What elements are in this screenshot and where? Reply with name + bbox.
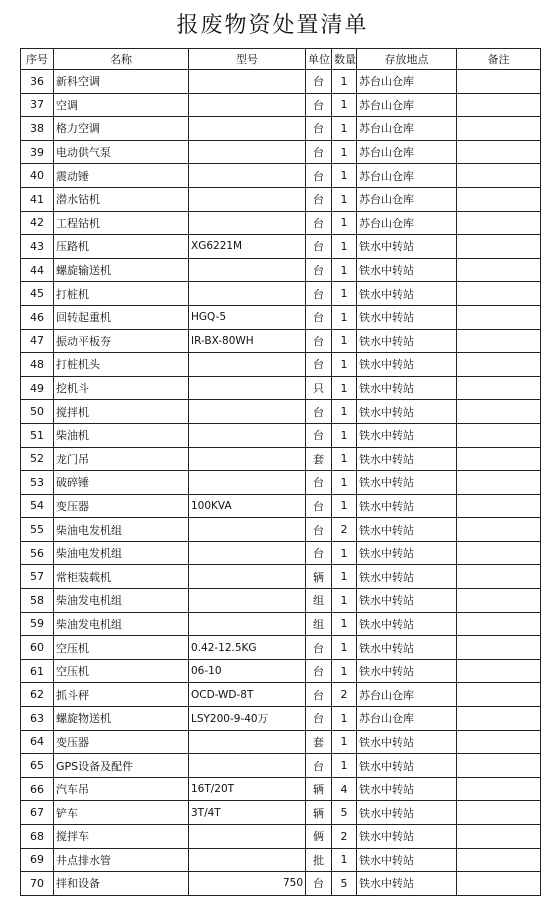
cell-unit: 辆 (306, 565, 332, 589)
cell-note (457, 825, 541, 849)
cell-note (457, 400, 541, 424)
cell-location: 苏台山仓库 (357, 707, 457, 731)
cell-no: 37 (21, 93, 54, 117)
cell-name: 铲车 (54, 801, 189, 825)
cell-note (457, 423, 541, 447)
header-location: 存放地点 (357, 49, 457, 70)
cell-location: 铁水中转站 (357, 777, 457, 801)
cell-note (457, 494, 541, 518)
table-row (21, 659, 541, 683)
cell-qty: 1 (332, 471, 357, 495)
cell-location: 铁水中转站 (357, 353, 457, 377)
cell-name: 回转起重机 (54, 305, 189, 329)
cell-unit: 俩 (306, 825, 332, 849)
cell-model (189, 70, 306, 94)
table-row (21, 187, 541, 211)
header-unit: 单位 (306, 49, 332, 70)
cell-qty: 1 (332, 730, 357, 754)
cell-name: 抓斗秤 (54, 683, 189, 707)
cell-note (457, 187, 541, 211)
cell-model (189, 400, 306, 424)
cell-unit: 台 (306, 494, 332, 518)
cell-no: 38 (21, 117, 54, 141)
cell-location: 铁水中转站 (357, 329, 457, 353)
cell-model: 100KVA (189, 494, 306, 518)
cell-qty: 1 (332, 447, 357, 471)
cell-name: 柴油电发机组 (54, 518, 189, 542)
cell-location: 苏台山仓库 (357, 187, 457, 211)
cell-name: 震动锤 (54, 164, 189, 188)
cell-name: 空调 (54, 93, 189, 117)
cell-model (189, 140, 306, 164)
cell-note (457, 235, 541, 259)
cell-name: 变压器 (54, 494, 189, 518)
cell-unit: 台 (306, 211, 332, 235)
cell-location: 铁水中转站 (357, 494, 457, 518)
cell-location: 苏台山仓库 (357, 683, 457, 707)
cell-no: 62 (21, 683, 54, 707)
cell-no: 41 (21, 187, 54, 211)
table-row (21, 612, 541, 636)
cell-note (457, 471, 541, 495)
cell-location: 铁水中转站 (357, 754, 457, 778)
cell-unit: 台 (306, 518, 332, 542)
table-row (21, 164, 541, 188)
cell-location: 铁水中转站 (357, 518, 457, 542)
cell-location: 铁水中转站 (357, 235, 457, 259)
cell-location: 铁水中转站 (357, 305, 457, 329)
cell-no: 44 (21, 258, 54, 282)
cell-note (457, 258, 541, 282)
cell-no: 58 (21, 589, 54, 613)
header-note: 备注 (457, 49, 541, 70)
cell-name: 螺旋输送机 (54, 258, 189, 282)
cell-location: 苏台山仓库 (357, 117, 457, 141)
table-row (21, 754, 541, 778)
cell-model (189, 754, 306, 778)
table-row (21, 211, 541, 235)
cell-model (189, 423, 306, 447)
cell-name: 井点排水管 (54, 848, 189, 872)
cell-model: 0.42-12.5KG (189, 636, 306, 660)
cell-unit: 辆 (306, 801, 332, 825)
cell-qty: 1 (332, 589, 357, 613)
cell-name: 电动供气泵 (54, 140, 189, 164)
cell-qty: 1 (332, 211, 357, 235)
cell-name: 螺旋物送机 (54, 707, 189, 731)
cell-no: 43 (21, 235, 54, 259)
cell-note (457, 565, 541, 589)
table-row (21, 353, 541, 377)
cell-no: 40 (21, 164, 54, 188)
cell-location: 铁水中转站 (357, 423, 457, 447)
cell-model: 06-10 (189, 659, 306, 683)
cell-unit: 台 (306, 471, 332, 495)
cell-unit: 台 (306, 329, 332, 353)
cell-name: 破碎锤 (54, 471, 189, 495)
table-row (21, 636, 541, 660)
cell-note (457, 353, 541, 377)
cell-note (457, 777, 541, 801)
header-qty: 数量 (332, 49, 357, 70)
cell-no: 51 (21, 423, 54, 447)
disposal-table (20, 48, 541, 896)
header-no: 序号 (21, 49, 54, 70)
document-title: 报废物资处置清单 (176, 13, 369, 38)
cell-note (457, 659, 541, 683)
cell-location: 铁水中转站 (357, 400, 457, 424)
cell-qty: 1 (332, 659, 357, 683)
cell-model: HGQ-5 (189, 305, 306, 329)
cell-note (457, 447, 541, 471)
cell-name: 振动平板夯 (54, 329, 189, 353)
cell-name: 新科空调 (54, 70, 189, 94)
cell-name: GPS设备及配件 (54, 754, 189, 778)
cell-qty: 1 (332, 235, 357, 259)
cell-qty: 1 (332, 93, 357, 117)
cell-qty: 1 (332, 258, 357, 282)
cell-location: 铁水中转站 (357, 541, 457, 565)
cell-unit: 台 (306, 541, 332, 565)
cell-location: 铁水中转站 (357, 730, 457, 754)
cell-name: 挖机斗 (54, 376, 189, 400)
cell-no: 57 (21, 565, 54, 589)
cell-unit: 台 (306, 70, 332, 94)
cell-no: 53 (21, 471, 54, 495)
cell-qty: 1 (332, 400, 357, 424)
cell-unit: 台 (306, 400, 332, 424)
cell-no: 60 (21, 636, 54, 660)
cell-no: 47 (21, 329, 54, 353)
cell-name: 空压机 (54, 636, 189, 660)
cell-no: 39 (21, 140, 54, 164)
cell-note (457, 589, 541, 613)
cell-no: 69 (21, 848, 54, 872)
cell-unit: 台 (306, 707, 332, 731)
cell-name: 格力空调 (54, 117, 189, 141)
cell-unit: 台 (306, 187, 332, 211)
cell-note (457, 305, 541, 329)
cell-note (457, 707, 541, 731)
cell-location: 苏台山仓库 (357, 211, 457, 235)
cell-qty: 1 (332, 612, 357, 636)
table-row (21, 872, 541, 896)
header-name: 名称 (54, 49, 189, 70)
cell-note (457, 282, 541, 306)
cell-unit: 组 (306, 612, 332, 636)
table-row (21, 235, 541, 259)
table-row (21, 730, 541, 754)
cell-qty: 1 (332, 754, 357, 778)
cell-model (189, 565, 306, 589)
cell-name: 柴油电发机组 (54, 541, 189, 565)
cell-model (189, 376, 306, 400)
cell-name: 龙门吊 (54, 447, 189, 471)
cell-qty: 1 (332, 329, 357, 353)
cell-model: XG6221M (189, 235, 306, 259)
cell-no: 54 (21, 494, 54, 518)
cell-qty: 1 (332, 305, 357, 329)
cell-note (457, 140, 541, 164)
cell-qty: 2 (332, 683, 357, 707)
cell-no: 49 (21, 376, 54, 400)
cell-qty: 1 (332, 117, 357, 141)
table-row (21, 376, 541, 400)
cell-model: IR-BX-80WH (189, 329, 306, 353)
cell-qty: 1 (332, 541, 357, 565)
cell-unit: 台 (306, 636, 332, 660)
table-row (21, 518, 541, 542)
cell-no: 67 (21, 801, 54, 825)
cell-unit: 台 (306, 164, 332, 188)
cell-model (189, 848, 306, 872)
cell-unit: 组 (306, 589, 332, 613)
cell-name: 拌和设备 (54, 872, 189, 896)
cell-note (457, 754, 541, 778)
table-body (21, 70, 541, 896)
cell-note (457, 117, 541, 141)
cell-location: 铁水中转站 (357, 447, 457, 471)
cell-model (189, 258, 306, 282)
cell-location: 铁水中转站 (357, 801, 457, 825)
cell-model (189, 164, 306, 188)
cell-no: 52 (21, 447, 54, 471)
cell-note (457, 872, 541, 896)
cell-no: 46 (21, 305, 54, 329)
cell-model: OCD-WD-8T (189, 683, 306, 707)
cell-unit: 套 (306, 447, 332, 471)
cell-model (189, 612, 306, 636)
table-row (21, 140, 541, 164)
cell-note (457, 848, 541, 872)
cell-qty: 1 (332, 707, 357, 731)
cell-name: 汽车吊 (54, 777, 189, 801)
cell-model: 750 (189, 872, 306, 896)
cell-unit: 台 (306, 140, 332, 164)
cell-no: 59 (21, 612, 54, 636)
table-header-row (21, 49, 541, 70)
cell-model (189, 187, 306, 211)
cell-note (457, 376, 541, 400)
cell-name: 搅拌车 (54, 825, 189, 849)
cell-no: 61 (21, 659, 54, 683)
cell-location: 铁水中转站 (357, 471, 457, 495)
cell-note (457, 329, 541, 353)
table-row (21, 93, 541, 117)
cell-location: 铁水中转站 (357, 565, 457, 589)
table-row (21, 70, 541, 94)
cell-note (457, 636, 541, 660)
cell-location: 苏台山仓库 (357, 93, 457, 117)
cell-model (189, 353, 306, 377)
cell-unit: 台 (306, 305, 332, 329)
cell-location: 铁水中转站 (357, 282, 457, 306)
cell-no: 55 (21, 518, 54, 542)
cell-qty: 1 (332, 565, 357, 589)
table-row (21, 282, 541, 306)
cell-name: 潜水钻机 (54, 187, 189, 211)
table-row (21, 400, 541, 424)
cell-qty: 1 (332, 187, 357, 211)
cell-unit: 台 (306, 117, 332, 141)
table-row (21, 329, 541, 353)
cell-qty: 1 (332, 376, 357, 400)
cell-no: 56 (21, 541, 54, 565)
cell-name: 打桩机 (54, 282, 189, 306)
cell-name: 搅拌机 (54, 400, 189, 424)
cell-unit: 台 (306, 353, 332, 377)
cell-note (457, 612, 541, 636)
cell-model (189, 211, 306, 235)
cell-note (457, 164, 541, 188)
table-row (21, 848, 541, 872)
table-row (21, 117, 541, 141)
cell-qty: 5 (332, 801, 357, 825)
cell-name: 打桩机头 (54, 353, 189, 377)
cell-model (189, 589, 306, 613)
cell-unit: 批 (306, 848, 332, 872)
cell-unit: 台 (306, 258, 332, 282)
cell-no: 63 (21, 707, 54, 731)
cell-unit: 只 (306, 376, 332, 400)
cell-name: 变压器 (54, 730, 189, 754)
cell-unit: 台 (306, 659, 332, 683)
cell-model (189, 471, 306, 495)
cell-no: 48 (21, 353, 54, 377)
cell-unit: 台 (306, 683, 332, 707)
cell-location: 铁水中转站 (357, 612, 457, 636)
table-row (21, 471, 541, 495)
cell-location: 铁水中转站 (357, 376, 457, 400)
cell-note (457, 683, 541, 707)
cell-unit: 台 (306, 423, 332, 447)
cell-qty: 1 (332, 140, 357, 164)
cell-qty: 1 (332, 164, 357, 188)
table-row (21, 305, 541, 329)
table-row (21, 565, 541, 589)
cell-model: 3T/4T (189, 801, 306, 825)
cell-model (189, 730, 306, 754)
cell-name: 柴油发电机组 (54, 612, 189, 636)
cell-name: 工程钻机 (54, 211, 189, 235)
cell-qty: 1 (332, 848, 357, 872)
cell-location: 铁水中转站 (357, 872, 457, 896)
cell-location: 苏台山仓库 (357, 140, 457, 164)
cell-location: 铁水中转站 (357, 589, 457, 613)
cell-model (189, 447, 306, 471)
cell-qty: 1 (332, 282, 357, 306)
cell-location: 铁水中转站 (357, 848, 457, 872)
cell-model (189, 282, 306, 306)
cell-note (457, 801, 541, 825)
cell-model (189, 541, 306, 565)
cell-unit: 台 (306, 282, 332, 306)
cell-unit: 台 (306, 754, 332, 778)
cell-no: 45 (21, 282, 54, 306)
table-row (21, 423, 541, 447)
cell-location: 铁水中转站 (357, 825, 457, 849)
table-row (21, 707, 541, 731)
cell-no: 68 (21, 825, 54, 849)
cell-unit: 台 (306, 235, 332, 259)
cell-name: 柴油发电机组 (54, 589, 189, 613)
table-row (21, 258, 541, 282)
cell-location: 铁水中转站 (357, 636, 457, 660)
cell-name: 空压机 (54, 659, 189, 683)
table-row (21, 801, 541, 825)
cell-no: 42 (21, 211, 54, 235)
table-row (21, 589, 541, 613)
cell-qty: 1 (332, 423, 357, 447)
cell-note (457, 541, 541, 565)
cell-no: 70 (21, 872, 54, 896)
cell-name: 压路机 (54, 235, 189, 259)
cell-qty: 2 (332, 825, 357, 849)
cell-model: 16T/20T (189, 777, 306, 801)
cell-model: LSY200-9-40万 (189, 707, 306, 731)
cell-note (457, 211, 541, 235)
cell-location: 苏台山仓库 (357, 70, 457, 94)
cell-qty: 1 (332, 353, 357, 377)
cell-qty: 4 (332, 777, 357, 801)
cell-note (457, 70, 541, 94)
cell-model (189, 825, 306, 849)
cell-unit: 辆 (306, 777, 332, 801)
table-row (21, 825, 541, 849)
cell-note (457, 730, 541, 754)
table-row (21, 447, 541, 471)
cell-model (189, 93, 306, 117)
cell-qty: 1 (332, 70, 357, 94)
cell-name: 柴油机 (54, 423, 189, 447)
cell-unit: 台 (306, 872, 332, 896)
cell-qty: 2 (332, 518, 357, 542)
cell-note (457, 518, 541, 542)
cell-unit: 台 (306, 93, 332, 117)
table-row (21, 683, 541, 707)
cell-no: 66 (21, 777, 54, 801)
cell-location: 铁水中转站 (357, 659, 457, 683)
cell-no: 50 (21, 400, 54, 424)
cell-unit: 套 (306, 730, 332, 754)
cell-location: 苏台山仓库 (357, 164, 457, 188)
cell-no: 64 (21, 730, 54, 754)
cell-name: 常柜装载机 (54, 565, 189, 589)
cell-qty: 5 (332, 872, 357, 896)
table-row (21, 541, 541, 565)
cell-qty: 1 (332, 494, 357, 518)
cell-qty: 1 (332, 636, 357, 660)
cell-no: 36 (21, 70, 54, 94)
cell-no: 65 (21, 754, 54, 778)
cell-model (189, 117, 306, 141)
cell-note (457, 93, 541, 117)
table-row (21, 494, 541, 518)
cell-model (189, 518, 306, 542)
header-model: 型号 (189, 49, 306, 70)
cell-location: 铁水中转站 (357, 258, 457, 282)
table-row (21, 777, 541, 801)
